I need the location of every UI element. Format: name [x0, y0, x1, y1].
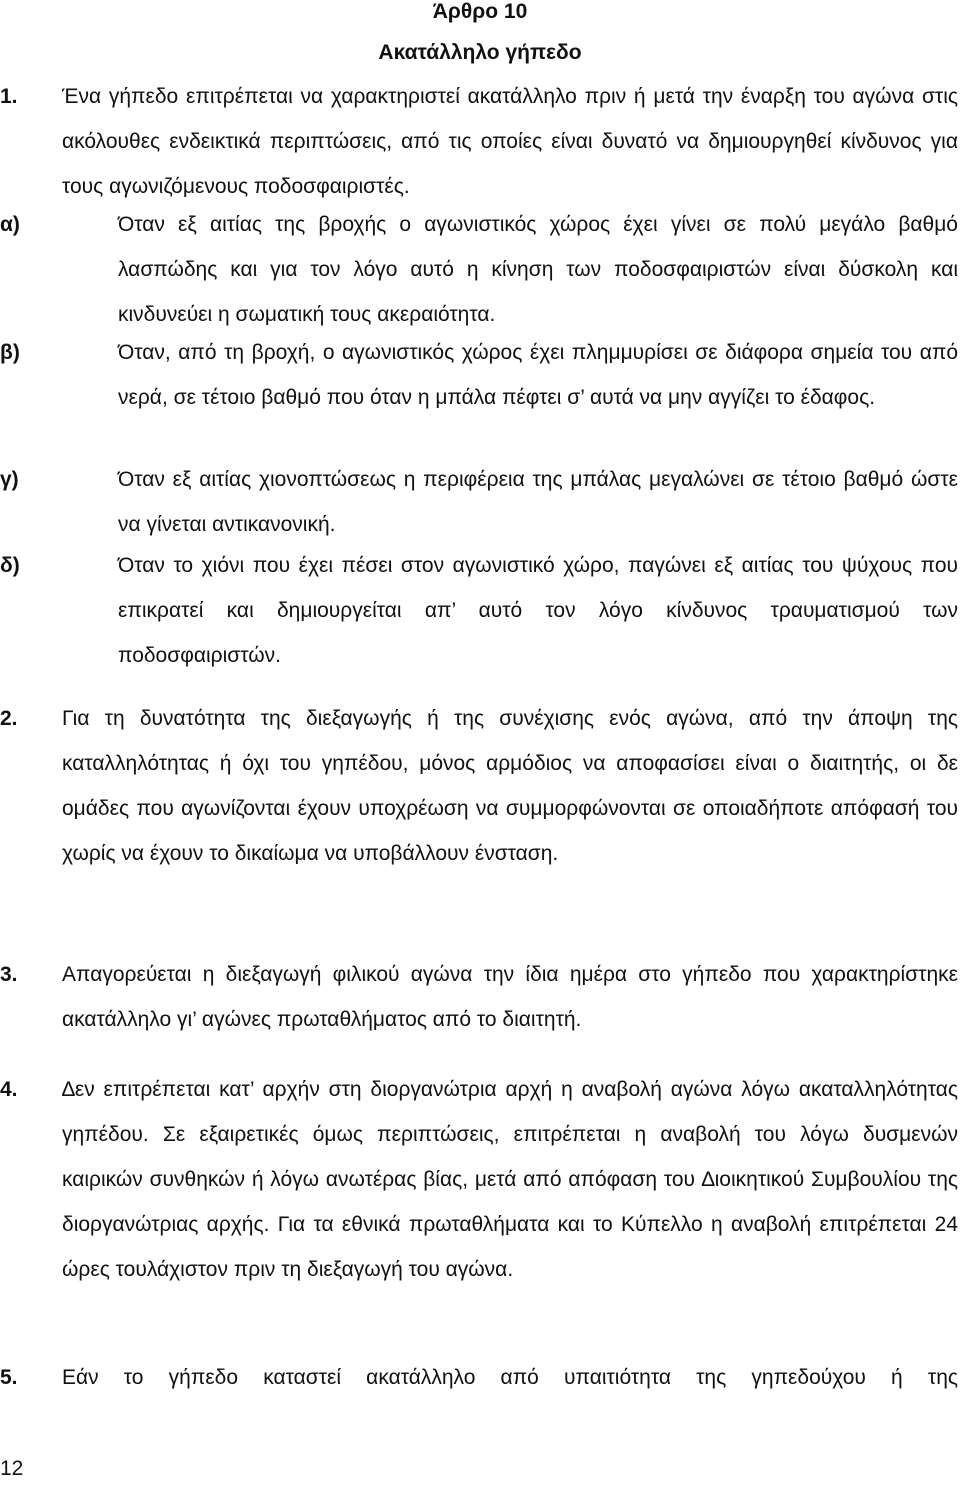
- paragraph-2-text: Για τη δυνατότητα της διεξαγωγής ή της συνέχισης ενός αγώνα, από την άποψη της καταλληλότητας ή όχι του γηπέδου, μόνος αρμόδιος να αποφασίσει είναι ο διαιτητής, οι δε ομάδες που αγωνίζονται έχουν υποχρέωση να συμμορφώνονται σε οποιαδήποτε απόφασή του χωρίς να έχουν το δικαίωμα να υποβάλλουν ένσταση.: [62, 707, 958, 865]
- paragraph-5-number: 5.: [0, 1366, 18, 1389]
- item-c-text: Όταν εξ αιτίας χιονοπτώσεως η περιφέρεια της μπάλας μεγαλώνει σε τέτοιο βαθμό ώστε να γίνεται αντικανονική.: [118, 468, 958, 536]
- item-b-letter: β): [0, 341, 20, 364]
- paragraph-4-text: ∆εν επιτρέπεται κατ’ αρχήν στη διοργανώτρια αρχή η αναβολή αγώνα λόγω ακαταλληλότητας γηπέδου. Σε εξαιρετικές όμως περιπτώσεις, επιτρέπεται η αναβολή του λόγω δυσμενών καιρικών συνθηκών ή λόγω ανωτέρας βίας, μετά από απόφαση του ∆ιοικητικού Συμβουλίου της διοργανώτριας αρχής. Για τα εθνικά πρωταθλήματα και το Κύπελλο η αναβολή επιτρέπεται 24 ώρες τουλάχιστον πριν τη διεξαγωγή του αγώνα.: [62, 1078, 958, 1281]
- item-a-letter: α): [0, 213, 20, 236]
- article-subheading: Ακατάλληλο γήπεδο: [378, 41, 582, 64]
- item-a-text: Όταν εξ αιτίας της βροχής ο αγωνιστικός χώρος έχει γίνει σε πολύ μεγάλο βαθμό λασπώδης και για τον λόγο αυτό η κίνηση των ποδοσφαιριστών είναι δύσκολη και κινδυνεύει η σωματική τους ακεραιότητα.: [118, 213, 958, 326]
- paragraph-2-number: 2.: [0, 707, 18, 730]
- page-number: 12: [0, 1457, 24, 1480]
- item-c-letter: γ): [0, 468, 19, 491]
- item-b-text: Όταν, από τη βροχή, ο αγωνιστικός χώρος έχει πλημμυρίσει σε διάφορα σημεία του από νερά, σε τέτοιο βαθμό που όταν η μπάλα πέφτει σ’ αυτά να μην αγγίζει το έδαφος.: [118, 341, 958, 409]
- paragraph-5-text: Εάν το γήπεδο καταστεί ακατάλληλο από υπαιτιότητα της γηπεδούχου ή της: [62, 1366, 958, 1389]
- paragraph-3-text: Απαγορεύεται η διεξαγωγή φιλικού αγώνα την ίδια ημέρα στο γήπεδο που χαρακτηρίστηκε ακατάλληλο γι’ αγώνες πρωταθλήματος από το διαιτητή.: [62, 963, 958, 1031]
- article-heading: Άρθρο 10: [432, 0, 528, 23]
- item-d-letter: δ): [0, 554, 20, 577]
- paragraph-1-text: Ένα γήπεδο επιτρέπεται να χαρακτηριστεί ακατάλληλο πριν ή μετά την έναρξη του αγώνα στις ακόλουθες ενδεικτικά περιπτώσεις, από τις οποίες είναι δυνατό να δημιουργηθεί κίνδυνος για τους αγωνιζόμενους ποδοσφαιριστές.: [62, 85, 958, 198]
- item-d-text: Όταν το χιόνι που έχει πέσει στον αγωνιστικό χώρο, παγώνει εξ αιτίας του ψύχους που επικρατεί και δημιουργείται απ’ αυτό τον λόγο κίνδυνος τραυματισμού των ποδοσφαιριστών.: [118, 554, 958, 667]
- paragraph-1-number: 1.: [0, 85, 18, 108]
- paragraph-4-number: 4.: [0, 1078, 18, 1101]
- paragraph-3-number: 3.: [0, 963, 18, 986]
